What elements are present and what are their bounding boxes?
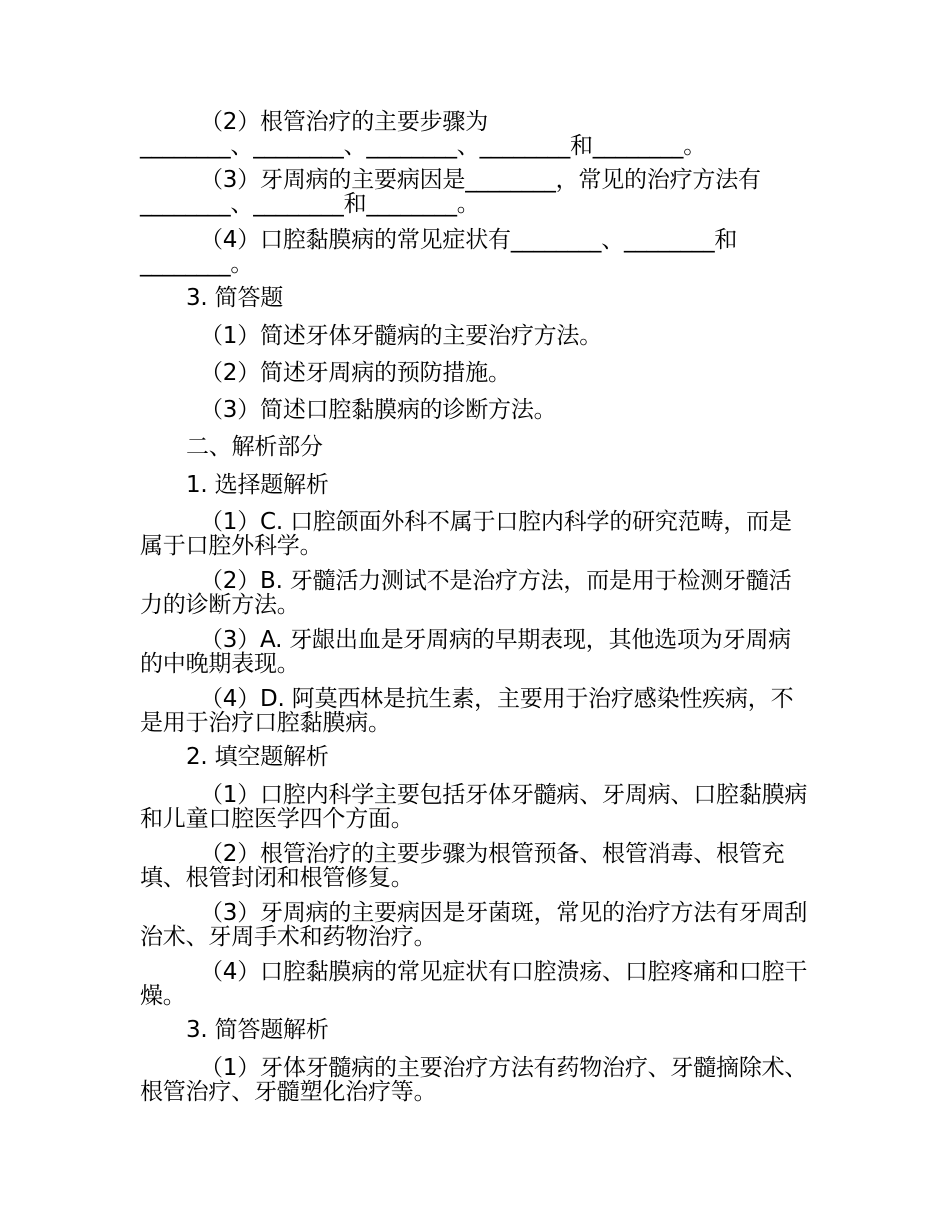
analysis-heading: 二、解析部分 bbox=[186, 434, 323, 460]
fill-analysis-heading: 2. 填空题解析 bbox=[186, 744, 329, 770]
short-answer-item: （3）简述口腔黏膜病的诊断方法。 bbox=[200, 397, 557, 423]
choice-analysis-item: （3）A. 牙龈出血是牙周病的早期表现，其他选项为牙周病的中晚期表现。 bbox=[140, 627, 791, 677]
fill-q4-line2: ________。 bbox=[140, 251, 254, 277]
fill-q3-line2: ________、________和________。 bbox=[140, 191, 480, 217]
fill-analysis-item: （1）口腔内科学主要包括牙体牙髓病、牙周病、口腔黏膜病和儿童口腔医学四个方面。 bbox=[140, 782, 808, 832]
fill-analysis-item: （3）牙周病的主要病因是牙菌斑，常见的治疗方法有牙周刮治术、牙周手术和药物治疗。 bbox=[140, 900, 808, 950]
short-answer-heading: 3. 简答题 bbox=[186, 285, 284, 311]
fill-analysis-item: （2）根管治疗的主要步骤为根管预备、根管消毒、根管充填、根管封闭和根管修复。 bbox=[140, 841, 785, 891]
short-analysis-heading: 3. 简答题解析 bbox=[186, 1017, 329, 1043]
fill-q2-line2: ________、________、________、________和________。 bbox=[140, 133, 707, 159]
short-analysis-item: （1）牙体牙髓病的主要治疗方法有药物治疗、牙髓摘除术、根管治疗、牙髓塑化治疗等。 bbox=[140, 1055, 808, 1105]
fill-q4-line1: （4）口腔黏膜病的常见症状有________、________和 bbox=[200, 227, 738, 253]
choice-analysis-heading: 1. 选择题解析 bbox=[186, 472, 329, 498]
choice-analysis-item: （1）C. 口腔颌面外科不属于口腔内科学的研究范畴，而是属于口腔外科学。 bbox=[140, 509, 792, 559]
choice-analysis-item: （4）D. 阿莫西林是抗生素，主要用于治疗感染性疾病，不是用于治疗口腔黏膜病。 bbox=[140, 686, 794, 736]
choice-analysis-item: （2）B. 牙髓活力测试不是治疗方法，而是用于检测牙髓活力的诊断方法。 bbox=[140, 568, 792, 618]
fill-analysis-item: （4）口腔黏膜病的常见症状有口腔溃疡、口腔疼痛和口腔干燥。 bbox=[140, 959, 808, 1009]
fill-q2-line1: （2）根管治疗的主要步骤为 bbox=[200, 109, 489, 135]
short-answer-item: （2）简述牙周病的预防措施。 bbox=[200, 360, 511, 386]
short-answer-item: （1）简述牙体牙髓病的主要治疗方法。 bbox=[200, 323, 603, 349]
fill-q3-line1: （3）牙周病的主要病因是________，常见的治疗方法有 bbox=[200, 167, 761, 193]
